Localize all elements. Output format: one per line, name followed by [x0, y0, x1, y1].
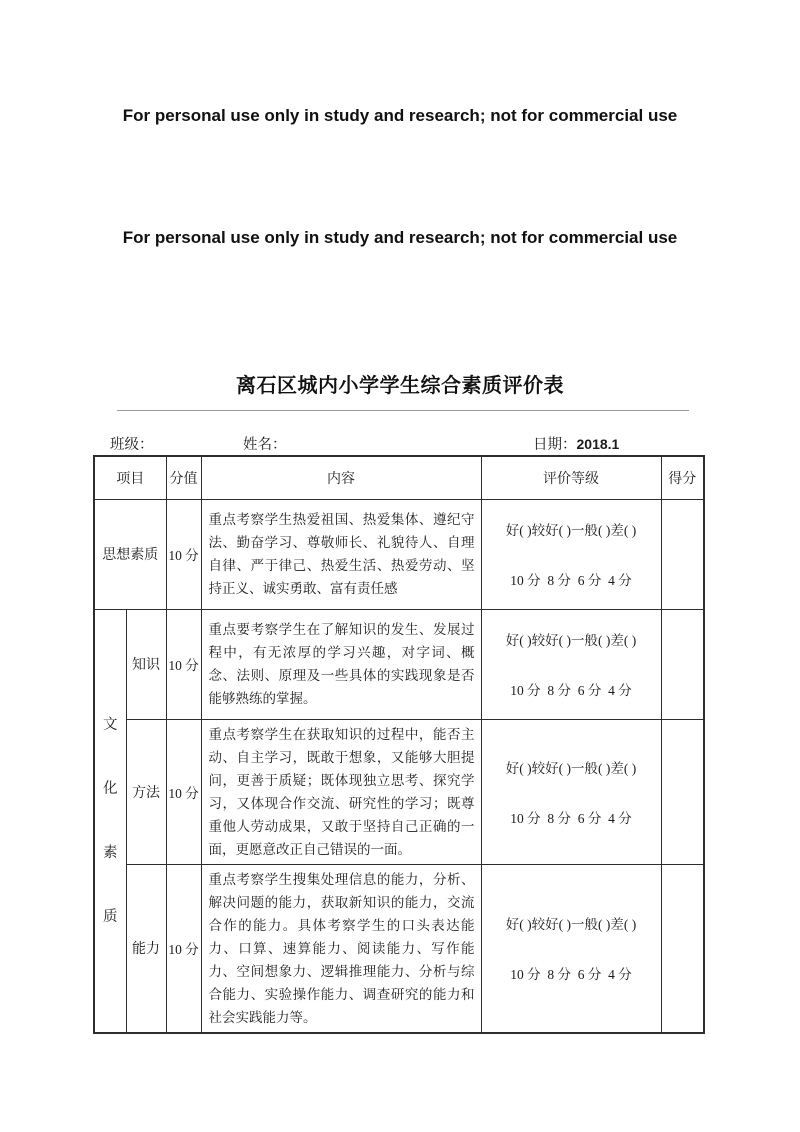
rating-options: 好( )较好( )一般( )差( )	[505, 917, 637, 932]
points-cell: 10 分	[166, 864, 201, 1033]
title-divider	[117, 410, 689, 411]
score-cell	[661, 499, 704, 609]
notice-line-2: For personal use only in study and research; not for commercial use	[122, 228, 678, 247]
rating-points: 10 分 8 分 6 分 4 分	[510, 683, 632, 698]
points-cell: 10 分	[166, 499, 201, 609]
header-item: 项目	[94, 456, 166, 499]
score-cell	[661, 719, 704, 864]
table-row-ideology	[94, 499, 704, 609]
table-header-row	[94, 456, 704, 499]
name-label: 姓名：	[243, 437, 287, 453]
notice-line-1: For personal use only in study and research; not for commercial use	[122, 106, 678, 125]
score-cell	[661, 864, 704, 1033]
rating-cell	[481, 499, 661, 609]
rating-cell	[481, 864, 661, 1033]
header-score-value: 分值	[166, 456, 201, 499]
evaluation-table	[93, 455, 705, 1034]
date-field	[533, 433, 619, 454]
rating-options: 好( )较好( )一般( )差( )	[505, 523, 637, 538]
points-cell: 10 分	[166, 719, 201, 864]
rating-points: 10 分 8 分 6 分 4 分	[510, 967, 632, 982]
date-value: 2018.1	[576, 436, 620, 452]
rating-cell	[481, 609, 661, 719]
header-content: 内容	[201, 456, 481, 499]
table-row-ability	[94, 864, 704, 1033]
header-score: 得分	[661, 456, 704, 499]
content-cell: 重点考察学生搜集处理信息的能力，分析、解决问题的能力，获取新知识的能力，交流合作的能力。具体考察学生的口头表达能力、口算、速算能力、阅读能力、写作能力、空间想象力、逻辑推理能力、分析与综合能力、实验操作能力、调查研究的能力和社会实践能力等。	[201, 864, 481, 1033]
class-label: 班级：	[110, 437, 154, 453]
rating-points: 10 分 8 分 6 分 4 分	[510, 573, 632, 588]
page-title: 离石区城内小学学生综合素质评价表	[236, 375, 564, 397]
rating-points: 10 分 8 分 6 分 4 分	[510, 810, 632, 826]
subcategory-cell: 方法	[126, 719, 166, 864]
table-row-method	[94, 719, 704, 864]
rating-cell	[481, 719, 661, 864]
date-label: 日期：	[533, 437, 577, 453]
content-cell: 重点考察学生热爱祖国、热爱集体、遵纪守法、勤奋学习、尊敬师长、礼貌待人、自理自律、严于律己、热爱生活、热爱劳动、坚持正义、诚实勇敢、富有责任感	[201, 499, 481, 609]
header-rating: 评价等级	[481, 456, 661, 499]
points-cell: 10 分	[166, 609, 201, 719]
subcategory-cell: 能力	[126, 864, 166, 1033]
category-cell: 思想素质	[94, 499, 166, 609]
category-vertical-text: 文化素质	[103, 716, 118, 925]
content-cell: 重点要考察学生在了解知识的发生、发展过程中，有无浓厚的学习兴趣，对字词、概念、法则、原理及一些具体的实践现象是否能够熟练的掌握。	[201, 609, 481, 719]
content-cell: 重点考察学生在获取知识的过程中，能否主动、自主学习，既敢于想象，又能够大胆提问，更善于质疑；既体现独立思考、探究学习，又体现合作交流、研究性的学习；既尊重他人劳动成果，又敢于坚持自己正确的一面，更愿意改正自己错误的一面。	[201, 719, 481, 864]
score-cell	[661, 609, 704, 719]
subcategory-cell: 知识	[126, 609, 166, 719]
rating-options: 好( )较好( )一般( )差( )	[505, 760, 637, 776]
table-row-knowledge	[94, 609, 704, 719]
rating-options: 好( )较好( )一般( )差( )	[505, 633, 637, 648]
category-cell-vertical	[94, 609, 126, 1033]
